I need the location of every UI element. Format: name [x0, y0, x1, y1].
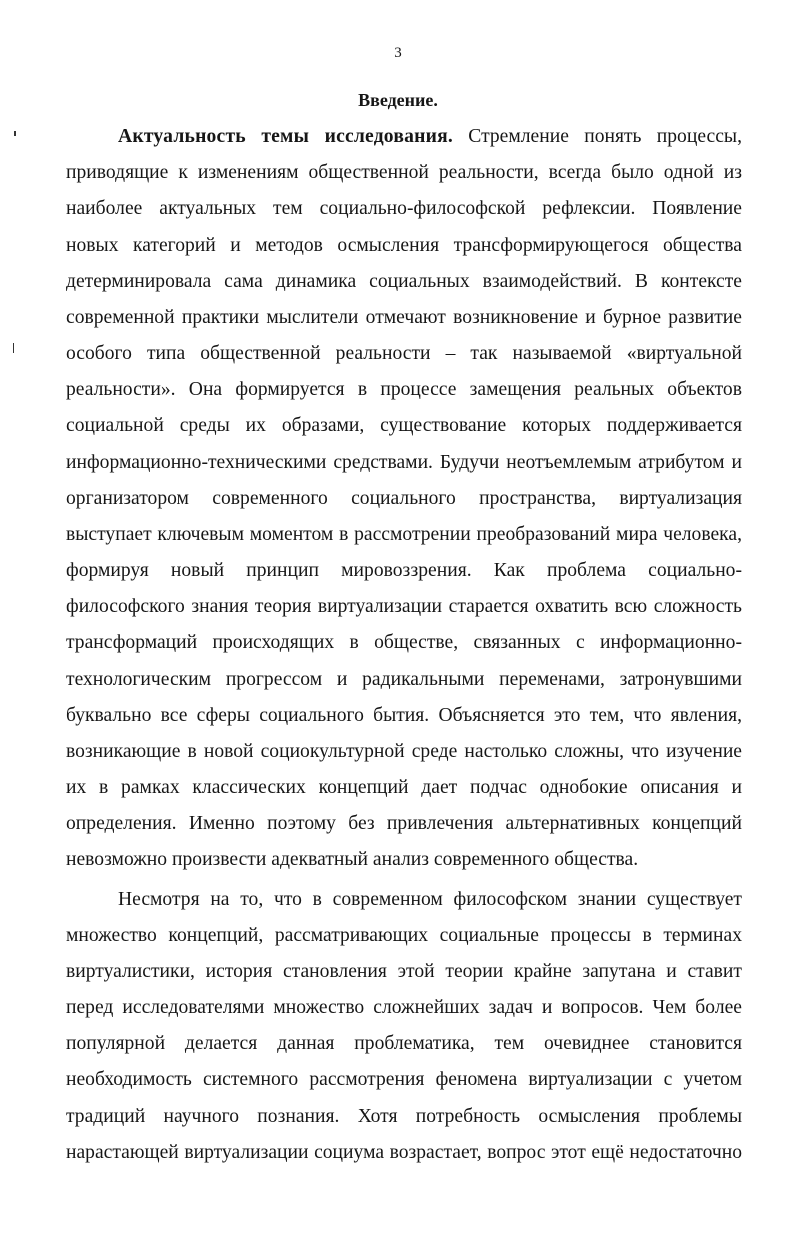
- text-line: современной практики мыслители отмечают возникновение и бурное развитие: [66, 307, 742, 328]
- text-line: перед исследователями множество сложнейших задач и вопросов. Чем более: [66, 997, 742, 1018]
- text-line: их в рамках классических концепций дает подчас однобокие описания и: [66, 777, 742, 798]
- text-line: возникающие в новой социокультурной среде настолько сложны, что изучение: [66, 741, 742, 762]
- page-title: Введение.: [358, 90, 438, 110]
- text-line: организатором современного социального пространства, виртуализация: [66, 488, 742, 509]
- text-line: особого типа общественной реальности – так называемой «виртуальной: [66, 343, 742, 364]
- text-line: Несмотря на то, что в современном философском знании существует: [118, 889, 742, 910]
- text-line: виртуалистики, история становления этой теории крайне запутана и ставит: [66, 961, 742, 982]
- text-line: нарастающей виртуализации социума возрастает, вопрос этот ещё недостаточно: [66, 1142, 742, 1163]
- text-line: философского знания теория виртуализации старается охватить всю сложность: [66, 596, 742, 617]
- text-line: [118, 119, 742, 155]
- text-line: социальной среды их образами, существование которых поддерживается: [66, 415, 742, 436]
- text-line: буквально все сферы социального бытия. Объясняется это тем, что явления,: [66, 705, 742, 726]
- text-line: определения. Именно поэтому без привлечения альтернативных концепций: [66, 813, 742, 834]
- text-line: выступает ключевым моментом в рассмотрении преобразований мира человека,: [66, 524, 742, 545]
- scan-mark: [13, 343, 14, 353]
- text-line: приводящие к изменениям общественной реальности, всегда было одной из: [66, 162, 742, 183]
- scan-mark: [14, 131, 16, 136]
- text-line: традиций научного познания. Хотя потребность осмысления проблемы: [66, 1106, 742, 1127]
- text-line: популярной делается данная проблематика, тем очевиднее становится: [66, 1033, 742, 1054]
- text-line: формируя новый принцип мировоззрения. Как проблема социально-: [66, 560, 742, 581]
- text-line-content: Стремление понять процессы,: [452, 126, 742, 147]
- text-line: невозможно произвести адекватный анализ современного общества.: [66, 849, 639, 870]
- text-line: технологическим прогрессом и радикальными переменами, затронувшими: [66, 669, 742, 690]
- text-line: детерминировала сама динамика социальных взаимодействий. В контексте: [66, 271, 742, 292]
- page-number: 3: [394, 45, 402, 61]
- text-line: новых категорий и методов осмысления трансформирующегося общества: [66, 235, 742, 256]
- text-line: информационно-техническими средствами. Будучи неотъемлемым атрибутом и: [66, 452, 742, 473]
- text-line: множество концепций, рассматривающих социальные процессы в терминах: [66, 925, 742, 946]
- section-lead: Актуальность темы исследования.: [118, 126, 453, 147]
- text-line: необходимость системного рассмотрения феномена виртуализации с учетом: [66, 1069, 742, 1090]
- text-line: наиболее актуальных тем социально-философской рефлексии. Появление: [66, 198, 742, 219]
- text-line: реальности». Она формируется в процессе замещения реальных объектов: [66, 379, 742, 400]
- text-line: трансформаций происходящих в обществе, связанных с информационно-: [66, 632, 742, 653]
